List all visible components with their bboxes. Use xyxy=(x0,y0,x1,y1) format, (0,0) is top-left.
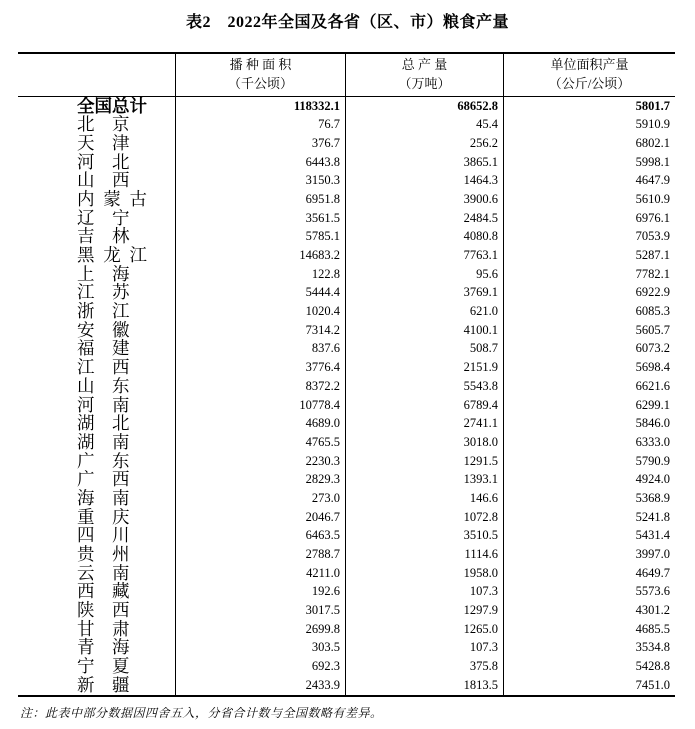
region-name: 湖北 xyxy=(77,413,147,434)
unit-yield-cell: 5801.7 xyxy=(503,97,675,116)
unit-yield-cell: 6299.1 xyxy=(503,396,675,415)
unit-yield-cell: 5790.9 xyxy=(503,452,675,471)
total-output-cell: 4100.1 xyxy=(345,321,503,340)
total-output-cell: 256.2 xyxy=(345,134,503,153)
region-name: 海南 xyxy=(77,487,147,508)
sown-area-cell: 3776.4 xyxy=(175,358,345,377)
total-output-cell: 107.3 xyxy=(345,582,503,601)
sown-area-cell: 273.0 xyxy=(175,489,345,508)
region-cell xyxy=(18,265,175,284)
unit-yield-cell: 7451.0 xyxy=(503,676,675,695)
table-row xyxy=(18,545,675,564)
table-row xyxy=(18,246,675,265)
unit-yield-cell: 4647.9 xyxy=(503,171,675,190)
sown-area-cell: 303.5 xyxy=(175,638,345,657)
sown-area-cell: 3017.5 xyxy=(175,601,345,620)
table-row xyxy=(18,302,675,321)
table-row xyxy=(18,358,675,377)
grain-output-table xyxy=(18,52,675,697)
total-output-cell: 146.6 xyxy=(345,489,503,508)
sown-area-cell: 2699.8 xyxy=(175,620,345,639)
unit-yield-cell: 6802.1 xyxy=(503,134,675,153)
sown-area-cell: 14683.2 xyxy=(175,246,345,265)
region-name: 西藏 xyxy=(77,581,147,602)
sown-area-cell: 122.8 xyxy=(175,265,345,284)
col-header-region xyxy=(18,54,175,96)
region-cell xyxy=(18,601,175,620)
region-cell xyxy=(18,470,175,489)
region-name: 全国总计 xyxy=(77,95,147,116)
unit-yield-cell: 5998.1 xyxy=(503,153,675,172)
unit-yield-cell: 6976.1 xyxy=(503,209,675,228)
unit-yield-cell: 5241.8 xyxy=(503,508,675,527)
total-output-cell: 1114.6 xyxy=(345,545,503,564)
table-row xyxy=(18,321,675,340)
region-cell xyxy=(18,115,175,134)
region-name: 辽宁 xyxy=(77,207,147,228)
table-row xyxy=(18,283,675,302)
region-cell xyxy=(18,302,175,321)
region-cell xyxy=(18,209,175,228)
region-name: 重庆 xyxy=(77,506,147,527)
region-cell xyxy=(18,396,175,415)
region-cell xyxy=(18,657,175,676)
region-name: 甘肃 xyxy=(77,618,147,639)
sown-area-cell: 2230.3 xyxy=(175,452,345,471)
region-cell xyxy=(18,452,175,471)
unit-yield-cell: 5846.0 xyxy=(503,414,675,433)
table-row xyxy=(18,433,675,452)
region-cell xyxy=(18,564,175,583)
region-cell xyxy=(18,227,175,246)
table-row xyxy=(18,134,675,153)
table-row xyxy=(18,97,675,116)
region-name: 福建 xyxy=(77,338,147,359)
sown-area-cell: 5785.1 xyxy=(175,227,345,246)
table-row xyxy=(18,190,675,209)
total-output-cell: 2151.9 xyxy=(345,358,503,377)
col-header-sown-area-unit: （千公顷） xyxy=(227,75,293,91)
total-output-cell: 1813.5 xyxy=(345,676,503,695)
unit-yield-cell: 5573.6 xyxy=(503,582,675,601)
unit-yield-cell: 6333.0 xyxy=(503,433,675,452)
region-cell xyxy=(18,508,175,527)
unit-yield-cell: 4649.7 xyxy=(503,564,675,583)
sown-area-cell: 2829.3 xyxy=(175,470,345,489)
sown-area-cell: 4689.0 xyxy=(175,414,345,433)
sown-area-cell: 2046.7 xyxy=(175,508,345,527)
sown-area-cell: 6463.5 xyxy=(175,526,345,545)
total-output-cell: 1393.1 xyxy=(345,470,503,489)
table-row xyxy=(18,153,675,172)
col-header-sown-area-title: 播 种 面 积 xyxy=(229,57,292,73)
total-output-cell: 3018.0 xyxy=(345,433,503,452)
region-cell xyxy=(18,283,175,302)
total-output-cell: 1265.0 xyxy=(345,620,503,639)
total-output-cell: 1958.0 xyxy=(345,564,503,583)
table-row xyxy=(18,171,675,190)
region-cell xyxy=(18,358,175,377)
sown-area-cell: 837.6 xyxy=(175,339,345,358)
total-output-cell: 7763.1 xyxy=(345,246,503,265)
table-row xyxy=(18,396,675,415)
region-name: 山西 xyxy=(77,170,147,191)
total-output-cell: 95.6 xyxy=(345,265,503,284)
sown-area-cell: 2788.7 xyxy=(175,545,345,564)
region-name: 四川 xyxy=(77,525,147,546)
unit-yield-cell: 3997.0 xyxy=(503,545,675,564)
unit-yield-cell: 6085.3 xyxy=(503,302,675,321)
table-row xyxy=(18,638,675,657)
col-header-total-output xyxy=(345,54,503,96)
unit-yield-cell: 7782.1 xyxy=(503,265,675,284)
unit-yield-cell: 5698.4 xyxy=(503,358,675,377)
region-cell xyxy=(18,377,175,396)
region-name: 河北 xyxy=(77,151,147,172)
col-header-unit-yield-unit: （公斤/公顷） xyxy=(548,75,631,91)
total-output-cell: 508.7 xyxy=(345,339,503,358)
table-row xyxy=(18,508,675,527)
sown-area-cell: 6443.8 xyxy=(175,153,345,172)
sown-area-cell: 6951.8 xyxy=(175,190,345,209)
sown-area-cell: 7314.2 xyxy=(175,321,345,340)
total-output-cell: 1072.8 xyxy=(345,508,503,527)
col-header-total-output-title: 总 产 量 xyxy=(401,57,448,73)
footnote: 注：此表中部分数据因四舍五入，分省合计数与全国数略有差异。 xyxy=(20,706,383,720)
region-cell xyxy=(18,339,175,358)
unit-yield-cell: 4924.0 xyxy=(503,470,675,489)
table-row xyxy=(18,489,675,508)
sown-area-cell: 376.7 xyxy=(175,134,345,153)
table-row xyxy=(18,452,675,471)
unit-yield-cell: 6922.9 xyxy=(503,283,675,302)
sown-area-cell: 5444.4 xyxy=(175,283,345,302)
table-row xyxy=(18,414,675,433)
total-output-cell: 5543.8 xyxy=(345,377,503,396)
region-name: 上海 xyxy=(77,263,147,284)
region-cell xyxy=(18,582,175,601)
region-cell xyxy=(18,433,175,452)
col-header-unit-yield-title: 单位面积产量 xyxy=(550,57,629,73)
unit-yield-cell: 6621.6 xyxy=(503,377,675,396)
total-output-cell: 3769.1 xyxy=(345,283,503,302)
total-output-cell: 3865.1 xyxy=(345,153,503,172)
sown-area-cell: 1020.4 xyxy=(175,302,345,321)
sown-area-cell: 4765.5 xyxy=(175,433,345,452)
region-cell xyxy=(18,97,175,116)
region-name: 云南 xyxy=(77,562,147,583)
table-row xyxy=(18,115,675,134)
sown-area-cell: 3561.5 xyxy=(175,209,345,228)
unit-yield-cell: 5428.8 xyxy=(503,657,675,676)
region-name: 广东 xyxy=(77,450,147,471)
unit-yield-cell: 5610.9 xyxy=(503,190,675,209)
sown-area-cell: 76.7 xyxy=(175,115,345,134)
total-output-cell: 68652.8 xyxy=(345,97,503,116)
table-row xyxy=(18,582,675,601)
sown-area-cell: 8372.2 xyxy=(175,377,345,396)
region-cell xyxy=(18,489,175,508)
region-name: 内蒙古 xyxy=(77,188,156,209)
total-output-cell: 375.8 xyxy=(345,657,503,676)
unit-yield-cell: 5605.7 xyxy=(503,321,675,340)
unit-yield-cell: 5431.4 xyxy=(503,526,675,545)
sown-area-cell: 692.3 xyxy=(175,657,345,676)
region-name: 天津 xyxy=(77,132,147,153)
region-cell xyxy=(18,526,175,545)
sown-area-cell: 10778.4 xyxy=(175,396,345,415)
unit-yield-cell: 4685.5 xyxy=(503,620,675,639)
region-cell xyxy=(18,676,175,695)
total-output-cell: 2741.1 xyxy=(345,414,503,433)
region-name: 安徽 xyxy=(77,319,147,340)
region-name: 贵州 xyxy=(77,544,147,564)
table-row xyxy=(18,657,675,676)
total-output-cell: 4080.8 xyxy=(345,227,503,246)
total-output-cell: 2484.5 xyxy=(345,209,503,228)
col-header-total-output-unit: （万吨） xyxy=(398,75,451,91)
region-name: 江苏 xyxy=(77,282,147,303)
sown-area-cell: 118332.1 xyxy=(175,97,345,116)
total-output-cell: 45.4 xyxy=(345,115,503,134)
region-name: 黑龙江 xyxy=(77,245,156,265)
table-row xyxy=(18,601,675,620)
table-row xyxy=(18,620,675,639)
table-header-row xyxy=(18,54,675,97)
page-title: 表2 2022年全国及各省（区、市）粮食产量 xyxy=(185,14,509,31)
total-output-cell: 107.3 xyxy=(345,638,503,657)
total-output-cell: 3900.6 xyxy=(345,190,503,209)
total-output-cell: 3510.5 xyxy=(345,526,503,545)
sown-area-cell: 4211.0 xyxy=(175,564,345,583)
region-name: 青海 xyxy=(77,637,147,658)
total-output-cell: 1297.9 xyxy=(345,601,503,620)
region-name: 新疆 xyxy=(77,674,147,695)
region-name: 陕西 xyxy=(77,600,147,621)
table-row xyxy=(18,470,675,489)
table-row xyxy=(18,265,675,284)
table-row xyxy=(18,339,675,358)
region-cell xyxy=(18,246,175,265)
region-cell xyxy=(18,171,175,190)
table-row xyxy=(18,227,675,246)
table-row xyxy=(18,209,675,228)
table-row xyxy=(18,676,675,695)
col-header-sown-area xyxy=(175,54,345,96)
region-name: 山东 xyxy=(77,375,147,396)
region-name: 广西 xyxy=(77,469,147,490)
region-name: 浙江 xyxy=(77,301,147,322)
region-cell xyxy=(18,414,175,433)
sown-area-cell: 192.6 xyxy=(175,582,345,601)
total-output-cell: 6789.4 xyxy=(345,396,503,415)
sown-area-cell: 3150.3 xyxy=(175,171,345,190)
region-cell xyxy=(18,620,175,639)
region-cell xyxy=(18,190,175,209)
sown-area-cell: 2433.9 xyxy=(175,676,345,695)
region-name: 湖南 xyxy=(77,431,147,452)
region-cell xyxy=(18,321,175,340)
table-body xyxy=(18,97,675,695)
region-cell xyxy=(18,153,175,172)
region-name: 河南 xyxy=(77,394,147,415)
region-cell xyxy=(18,134,175,153)
table-row xyxy=(18,526,675,545)
unit-yield-cell: 3534.8 xyxy=(503,638,675,657)
total-output-cell: 1464.3 xyxy=(345,171,503,190)
unit-yield-cell: 7053.9 xyxy=(503,227,675,246)
total-output-cell: 621.0 xyxy=(345,302,503,321)
region-name: 北京 xyxy=(77,114,147,135)
table-row xyxy=(18,377,675,396)
region-name: 宁夏 xyxy=(77,656,147,677)
unit-yield-cell: 5910.9 xyxy=(503,115,675,134)
region-name: 江西 xyxy=(77,357,147,378)
unit-yield-cell: 5368.9 xyxy=(503,489,675,508)
region-cell xyxy=(18,545,175,564)
table-row xyxy=(18,564,675,583)
region-cell xyxy=(18,638,175,657)
region-name: 吉林 xyxy=(77,226,147,247)
col-header-unit-yield xyxy=(503,54,675,96)
unit-yield-cell: 5287.1 xyxy=(503,246,675,265)
unit-yield-cell: 6073.2 xyxy=(503,339,675,358)
total-output-cell: 1291.5 xyxy=(345,452,503,471)
unit-yield-cell: 4301.2 xyxy=(503,601,675,620)
